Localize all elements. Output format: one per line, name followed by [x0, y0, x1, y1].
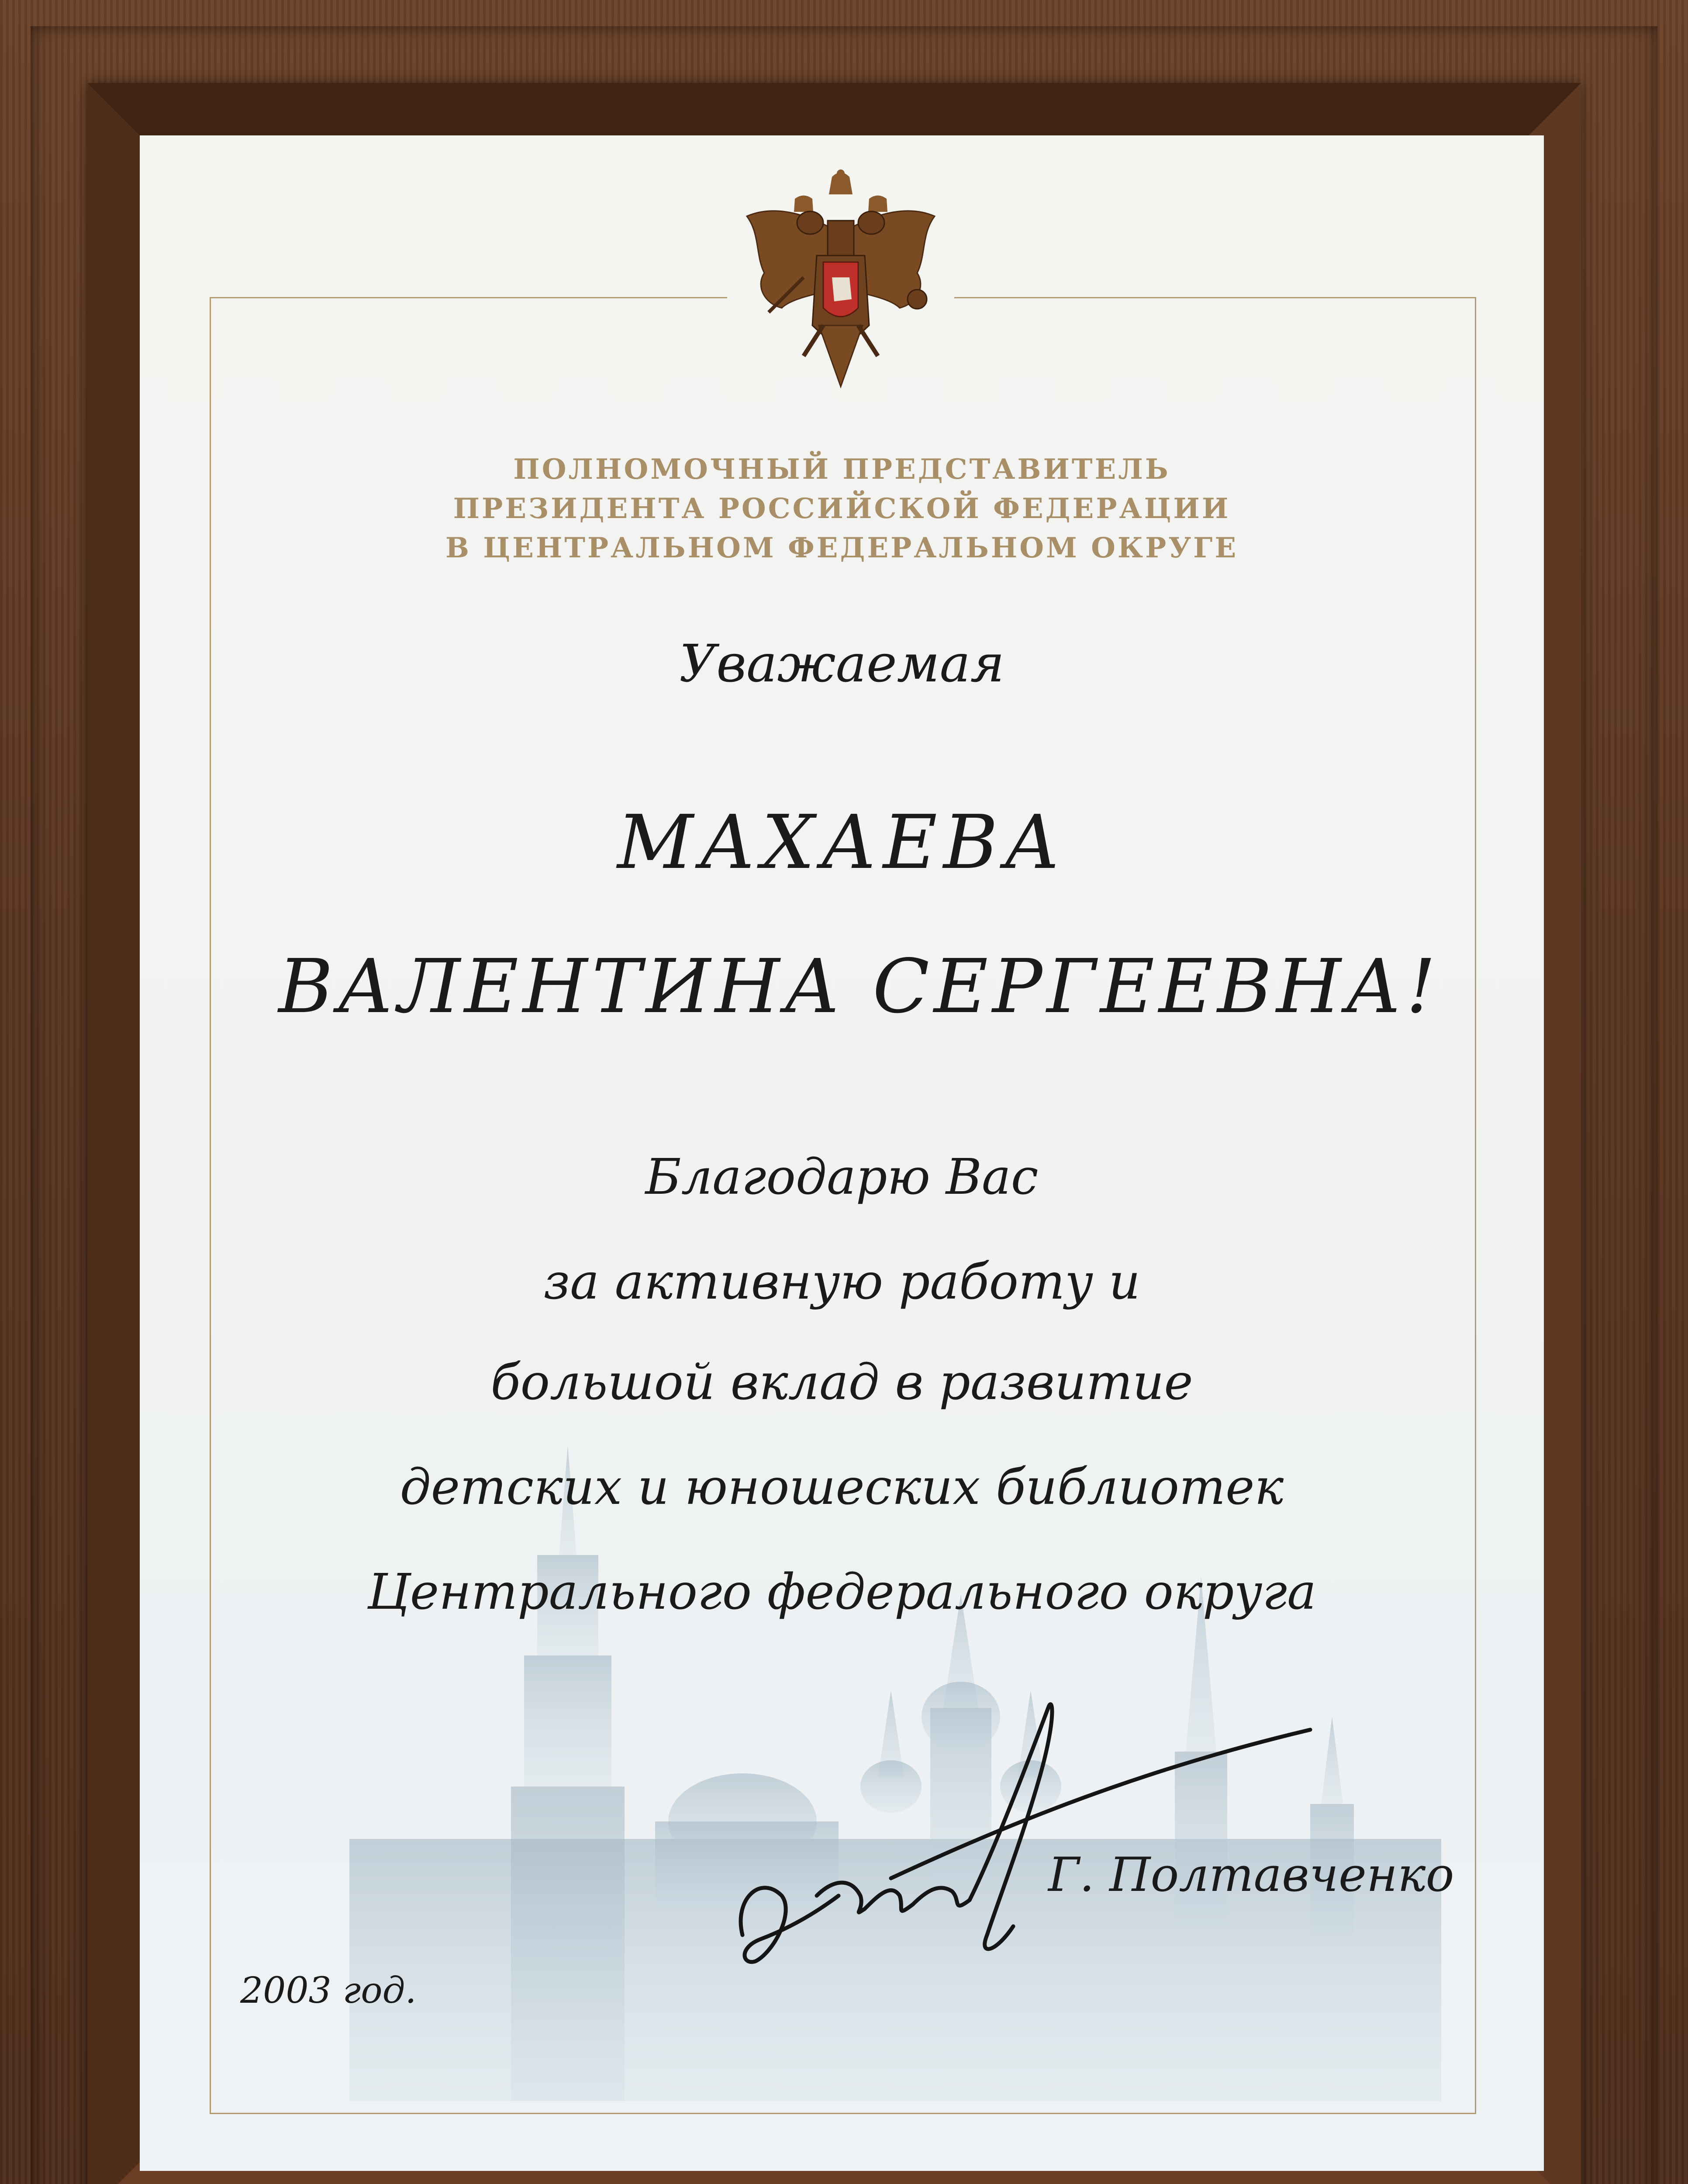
body-line: за активную работу и: [543, 1254, 1140, 1310]
org-title-line1: ПОЛНОМОЧНЫЙ ПРЕДСТАВИТЕЛЬ: [513, 453, 1170, 486]
coat-of-arms-emblem: [738, 168, 943, 395]
body-line: Центрального федерального округа: [367, 1564, 1316, 1621]
recipient-surname: МАХАЕВА: [617, 799, 1067, 886]
certificate-paper: [140, 135, 1544, 2171]
org-title-line2: ПРЕЗИДЕНТА РОССИЙСКОЙ ФЕДЕРАЦИИ: [453, 492, 1231, 525]
greeting: Уважаемая: [679, 633, 1005, 694]
signatory-name: Г. Полтавченко: [1048, 1848, 1454, 1902]
org-title-line3: В ЦЕНТРАЛЬНОМ ФЕДЕРАЛЬНОМ ОКРУГЕ: [445, 532, 1239, 564]
issue-year: 2003 год.: [240, 1970, 417, 2011]
recipient-given-names: ВАЛЕНТИНА СЕРГЕЕВНА!: [278, 943, 1440, 1030]
body-line: Благодарю Вас: [645, 1149, 1039, 1206]
body-line: большой вклад в развитие: [490, 1354, 1193, 1411]
body-line: детских и юношеских библиотек: [400, 1459, 1284, 1516]
